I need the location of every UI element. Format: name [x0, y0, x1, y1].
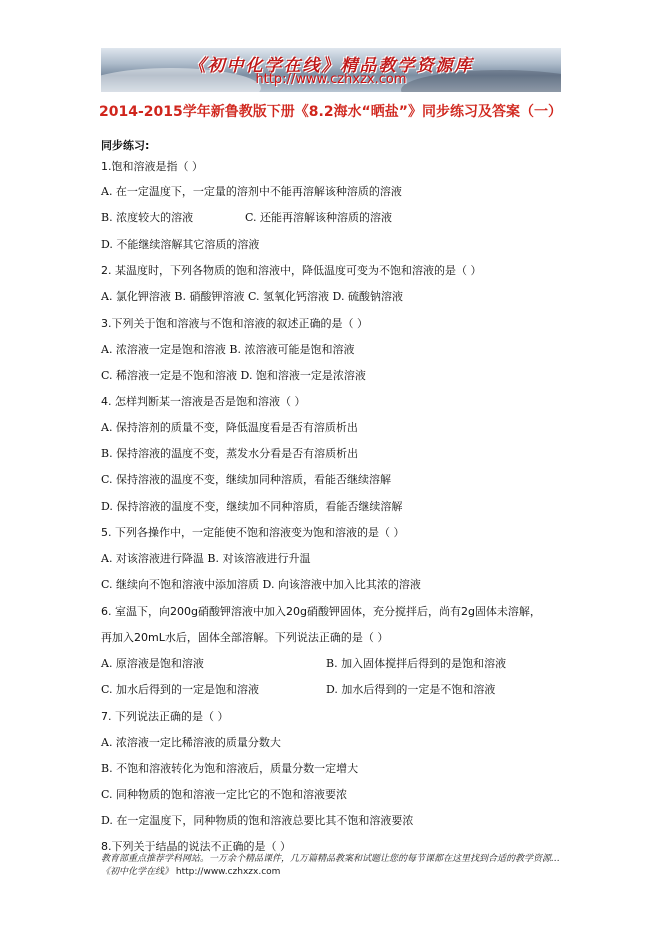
answer-option: D. 在一定温度下，同种物质的饱和溶液总要比其不饱和溶液要浓: [101, 814, 414, 827]
question-stem: 1.饱和溶液是指（ ）: [101, 160, 203, 173]
page-footer: [101, 853, 561, 879]
footer-text: 教育部重点推荐学科网站。一万余个精品课件，几万篇精品教案和试题让您的每节课都在这里找到合适的教学资源…《初中化学在线》: [101, 854, 561, 877]
question-stem: 再加入20mL水后，固体全部溶解。下列说法正确的是（ ）: [101, 631, 389, 644]
question-stem: 5. 下列各操作中，一定能使不饱和溶液变为饱和溶液的是（ ）: [101, 526, 405, 539]
answer-option: A. 浓溶液一定是饱和溶液 B. 浓溶液可能是饱和溶液: [101, 343, 355, 356]
question-stem: 3.下列关于饱和溶液与不饱和溶液的叙述正确的是（ ）: [101, 317, 368, 330]
answer-option: A. 对该溶液进行降温 B. 对该溶液进行升温: [101, 552, 311, 565]
question-stem: 8.下列关于结晶的说法不正确的是（ ）: [101, 840, 291, 853]
document-title: 2014-2015学年新鲁教版下册《8.2海水“晒盐”》同步练习及答案（一）: [99, 104, 562, 120]
answer-option: C. 同种物质的饱和溶液一定比它的不饱和溶液要浓: [101, 788, 348, 801]
answer-option: A. 在一定温度下，一定量的溶剂中不能再溶解该种溶质的溶液: [101, 185, 402, 198]
answer-option: C. 还能再溶解该种溶质的溶液: [245, 211, 393, 224]
answer-option: B. 浓度较大的溶液: [101, 211, 194, 224]
answer-option: C. 稀溶液一定是不饱和溶液 D. 饱和溶液一定是浓溶液: [101, 369, 366, 382]
question-stem: 6. 室温下，向200g硝酸钾溶液中加入20g硝酸钾固体，充分搅拌后，尚有2g固体未溶解，: [101, 605, 541, 618]
answer-option: C. 继续向不饱和溶液中添加溶质 D. 向该溶液中加入比其浓的溶液: [101, 578, 421, 591]
footer-url[interactable]: http://www.czhxzx.com: [175, 867, 281, 877]
answer-option: B. 保持溶液的温度不变，蒸发水分看是否有溶质析出: [101, 447, 359, 460]
question-stem: 4. 怎样判断某一溶液是否是饱和溶液（ ）: [101, 395, 306, 408]
banner-url[interactable]: http://www.czhxzx.com: [255, 72, 407, 87]
header-banner: [101, 48, 561, 92]
answer-option: D. 保持溶液的温度不变，继续加不同种溶质，看能否继续溶解: [101, 500, 403, 513]
answer-option: C. 保持溶液的温度不变，继续加同种溶质，看能否继续溶解: [101, 473, 392, 486]
banner-title: 《初中化学在线》精品教学资源库: [188, 56, 474, 76]
section-heading: 同步练习:: [101, 139, 150, 152]
answer-option: D. 不能继续溶解其它溶质的溶液: [101, 238, 260, 251]
answer-option: D. 加水后得到的一定是不饱和溶液: [326, 683, 496, 696]
answer-option: A. 保持溶剂的质量不变，降低温度看是否有溶质析出: [101, 421, 358, 434]
answer-option: A. 原溶液是饱和溶液: [101, 657, 204, 670]
question-stem: 7. 下列说法正确的是（ ）: [101, 710, 229, 723]
answer-option: B. 加入固体搅拌后得到的是饱和溶液: [326, 657, 507, 670]
answer-option: B. 不饱和溶液转化为饱和溶液后，质量分数一定增大: [101, 762, 359, 775]
answer-option: A. 氯化钾溶液 B. 硝酸钾溶液 C. 氢氧化钙溶液 D. 硫酸钠溶液: [101, 290, 403, 303]
answer-option: A. 浓溶液一定比稀溶液的质量分数大: [101, 736, 281, 749]
question-stem: 2. 某温度时，下列各物质的饱和溶液中，降低温度可变为不饱和溶液的是（ ）: [101, 264, 482, 277]
answer-option: C. 加水后得到的一定是饱和溶液: [101, 683, 260, 696]
